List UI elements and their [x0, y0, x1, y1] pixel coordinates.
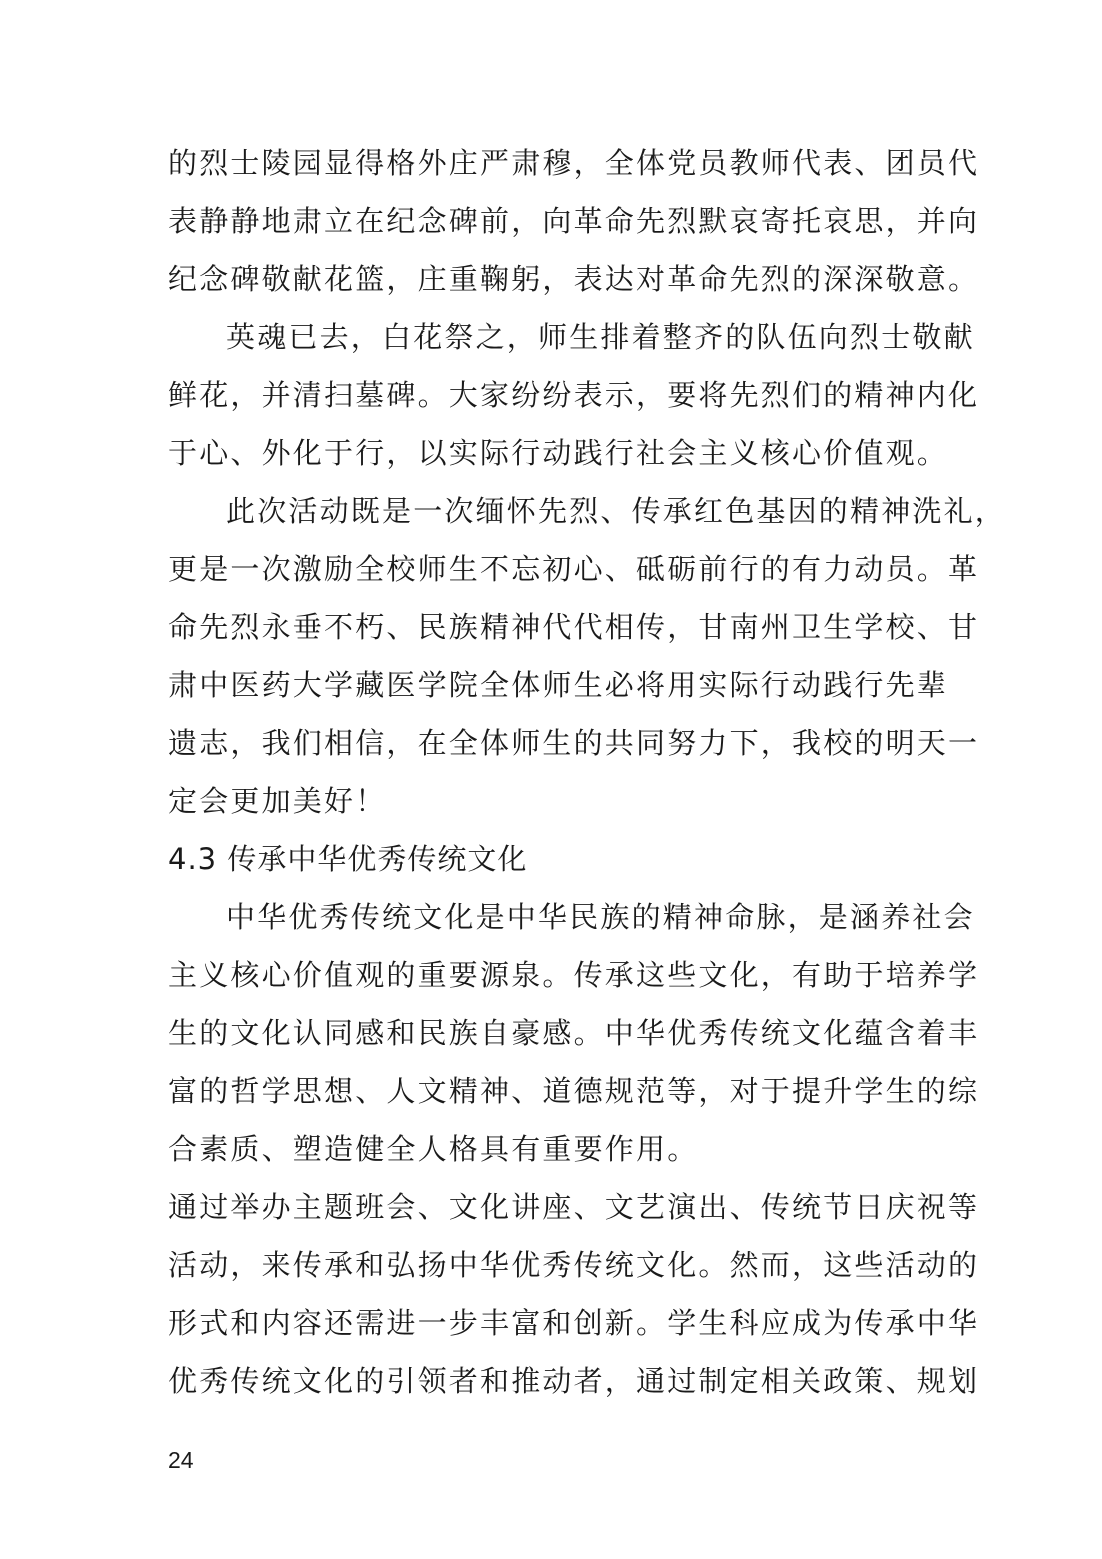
- page-number: 24: [168, 1447, 194, 1473]
- text-line: 肃中医药大学藏医学院全体师生必将用实际行动践行先辈: [168, 668, 949, 702]
- text-line: 纪念碑敬献花篮，庄重鞠躬，表达对革命先烈的深深敬意。: [168, 262, 980, 296]
- text-line: 表静静地肃立在纪念碑前，向革命先烈默哀寄托哀思，并向: [168, 204, 980, 238]
- text-line: 的烈士陵园显得格外庄严肃穆，全体党员教师代表、团员代: [168, 146, 980, 180]
- text-line: 优秀传统文化的引领者和推动者，通过制定相关政策、规划: [168, 1364, 980, 1398]
- paragraph-first-line: 英魂已去，白花祭之，师生排着整齐的队伍向烈士敬献: [226, 320, 975, 354]
- text-line: 活动，来传承和弘扬中华优秀传统文化。然而，这些活动的: [168, 1248, 980, 1282]
- text-line: 富的哲学思想、人文精神、道德规范等，对于提升学生的综: [168, 1074, 980, 1108]
- text-line: 于心、外化于行，以实际行动践行社会主义核心价值观。: [168, 436, 949, 470]
- text-line: 合素质、塑造健全人格具有重要作用。: [168, 1132, 699, 1166]
- text-line: 生的文化认同感和民族自豪感。中华优秀传统文化蕴含着丰: [168, 1016, 980, 1050]
- paragraph-first-line: 中华优秀传统文化是中华民族的精神命脉，是涵养社会: [226, 900, 975, 934]
- section-heading: 4.3 传承中华优秀传统文化: [168, 842, 528, 876]
- text-line: 定会更加美好！: [168, 784, 387, 818]
- text-line: 遗志，我们相信，在全体师生的共同努力下，我校的明天一: [168, 726, 980, 760]
- paragraph-first-line: 此次活动既是一次缅怀先烈、传承红色基因的精神洗礼，: [226, 494, 1007, 528]
- text-line: 通过举办主题班会、文化讲座、文艺演出、传统节日庆祝等: [168, 1190, 980, 1224]
- text-line: 更是一次激励全校师生不忘初心、砥砺前行的有力动员。革: [168, 552, 980, 586]
- text-line: 形式和内容还需进一步丰富和创新。学生科应成为传承中华: [168, 1306, 980, 1340]
- text-line: 命先烈永垂不朽、民族精神代代相传，甘南州卫生学校、甘: [168, 610, 980, 644]
- text-line: 鲜花，并清扫墓碑。大家纷纷表示，要将先烈们的精神内化: [168, 378, 980, 412]
- text-line: 主义核心价值观的重要源泉。传承这些文化，有助于培养学: [168, 958, 980, 992]
